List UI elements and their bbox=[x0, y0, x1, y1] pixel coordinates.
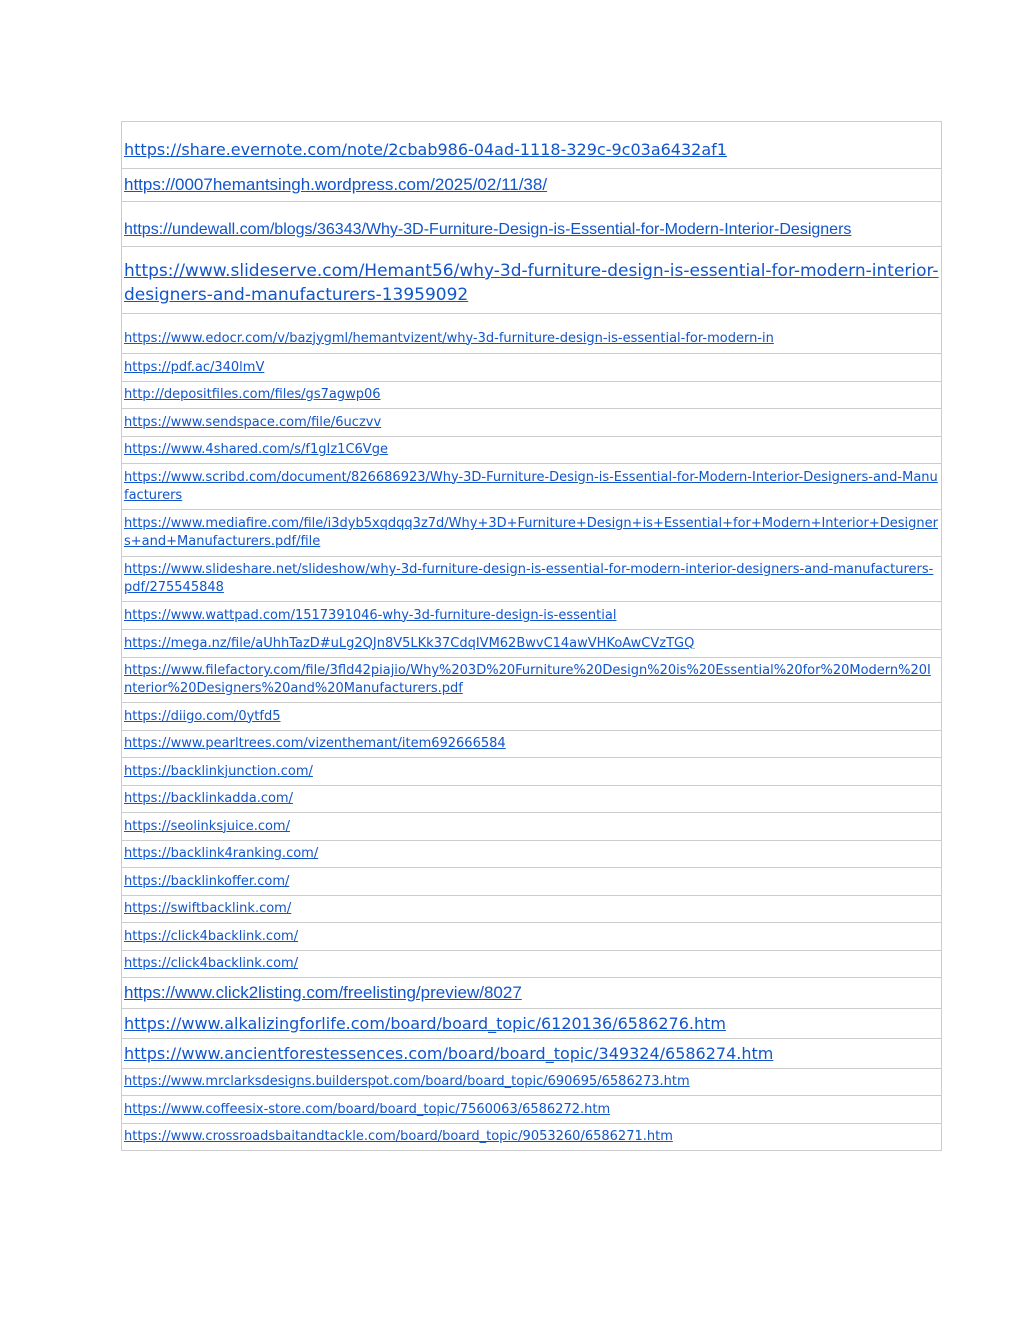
url-link[interactable]: https://www.click2listing.com/freelisting/preview/8027 bbox=[124, 983, 522, 1002]
link-cell bbox=[122, 437, 942, 464]
url-link[interactable]: https://click4backlink.com/ bbox=[124, 928, 299, 944]
link-row bbox=[122, 731, 942, 758]
link-row bbox=[122, 409, 942, 437]
link-cell bbox=[122, 703, 942, 731]
url-link[interactable]: https://www.mrclarksdesigns.builderspot.com/board/board_topic/690695/6586273.htm bbox=[124, 1074, 690, 1089]
link-cell bbox=[122, 1009, 942, 1039]
url-link[interactable]: https://diigo.com/0ytfd5 bbox=[124, 708, 281, 724]
link-row bbox=[122, 122, 942, 169]
link-cell bbox=[122, 758, 942, 786]
url-link[interactable]: https://www.wattpad.com/1517391046-why-3d-furniture-design-is-essential bbox=[124, 607, 617, 623]
link-cell bbox=[122, 247, 942, 314]
url-link[interactable]: https://www.coffeesix-store.com/board/board_topic/7560063/6586272.htm bbox=[124, 1101, 611, 1117]
link-cell bbox=[122, 464, 942, 510]
link-row bbox=[122, 703, 942, 731]
link-row bbox=[122, 247, 942, 314]
url-link[interactable]: https://www.slideshare.net/slideshow/why-3d-furniture-design-is-essential-for-modern-interior-designers-and-manufacturers-pdf/275545848 bbox=[124, 562, 934, 595]
link-cell bbox=[122, 786, 942, 813]
url-link[interactable]: https://backlinkoffer.com/ bbox=[124, 873, 290, 889]
url-link[interactable]: https://backlinkjunction.com/ bbox=[124, 763, 313, 779]
link-cell bbox=[122, 951, 942, 978]
link-cell bbox=[122, 868, 942, 896]
url-link[interactable]: https://backlink4ranking.com/ bbox=[124, 846, 319, 861]
url-link[interactable]: https://seolinksjuice.com/ bbox=[124, 818, 290, 834]
link-row bbox=[122, 169, 942, 202]
link-cell bbox=[122, 1039, 942, 1069]
url-link[interactable]: https://swiftbacklink.com/ bbox=[124, 901, 292, 916]
url-link[interactable]: http://depositfiles.com/files/gs7agwp06 bbox=[124, 387, 381, 402]
link-row bbox=[122, 1069, 942, 1096]
link-row bbox=[122, 841, 942, 868]
link-row bbox=[122, 658, 942, 703]
link-row bbox=[122, 437, 942, 464]
link-row bbox=[122, 464, 942, 510]
url-link[interactable]: https://0007hemantsingh.wordpress.com/2025/02/11/38/ bbox=[124, 175, 548, 194]
link-table bbox=[121, 121, 942, 1151]
link-row bbox=[122, 314, 942, 354]
link-cell bbox=[122, 630, 942, 658]
link-cell bbox=[122, 382, 942, 409]
url-link[interactable]: https://share.evernote.com/note/2cbab986-04ad-1118-329c-9c03a6432af1 bbox=[124, 140, 727, 159]
link-cell bbox=[122, 409, 942, 437]
link-cell bbox=[122, 841, 942, 868]
link-cell bbox=[122, 1124, 942, 1151]
url-link[interactable]: https://mega.nz/file/aUhhTazD#uLg2QJn8V5LKk37CdqIVM62BwvC14awVHKoAwCVzTGQ bbox=[124, 635, 695, 651]
link-row bbox=[122, 1096, 942, 1124]
link-cell bbox=[122, 314, 942, 354]
link-row bbox=[122, 202, 942, 247]
link-cell bbox=[122, 202, 942, 247]
url-link[interactable]: https://www.crossroadsbaitandtackle.com/board/board_topic/9053260/6586271.htm bbox=[124, 1129, 673, 1144]
link-cell bbox=[122, 510, 942, 557]
url-link[interactable]: https://backlinkadda.com/ bbox=[124, 791, 293, 806]
url-link[interactable]: https://www.filefactory.com/file/3fld42piajio/Why%203D%20Furniture%20Design%20is%20Essential%20for%20Modern%20Interior%20Designers%20and%20Manufacturers.pdf bbox=[124, 663, 931, 696]
url-link[interactable]: https://www.ancientforestessences.com/board/board_topic/349324/6586274.htm bbox=[124, 1043, 774, 1063]
url-link[interactable]: https://www.slideserve.com/Hemant56/why-3d-furniture-design-is-essential-for-modern-interior-designers-and-manufacturers-13959092 bbox=[124, 261, 939, 305]
url-link[interactable]: https://click4backlink.com/ bbox=[124, 956, 299, 971]
url-link[interactable]: https://www.sendspace.com/file/6uczvv bbox=[124, 414, 382, 430]
link-row bbox=[122, 868, 942, 896]
link-row bbox=[122, 630, 942, 658]
link-row bbox=[122, 1039, 942, 1069]
url-link[interactable]: https://www.pearltrees.com/vizenthemant/item692666584 bbox=[124, 736, 506, 751]
link-cell bbox=[122, 1096, 942, 1124]
url-link[interactable]: https://www.mediafire.com/file/i3dyb5xqdqq3z7d/Why+3D+Furniture+Design+is+Essential+for+Modern+Interior+Designers+and+Manufacturers.pdf/file bbox=[124, 516, 938, 549]
link-row bbox=[122, 758, 942, 786]
link-row bbox=[122, 1124, 942, 1151]
link-row bbox=[122, 1009, 942, 1039]
link-row bbox=[122, 382, 942, 409]
link-row bbox=[122, 786, 942, 813]
url-link[interactable]: https://www.edocr.com/v/bazjygml/hemantvizent/why-3d-furniture-design-is-essential-for-modern-in bbox=[124, 330, 774, 346]
link-cell bbox=[122, 354, 942, 382]
link-cell bbox=[122, 122, 942, 169]
url-link[interactable]: https://www.4shared.com/s/f1gIz1C6Vge bbox=[124, 442, 388, 457]
link-row bbox=[122, 978, 942, 1009]
url-link[interactable]: https://www.alkalizingforlife.com/board/board_topic/6120136/6586276.htm bbox=[124, 1013, 726, 1033]
link-row bbox=[122, 896, 942, 923]
link-row bbox=[122, 557, 942, 602]
link-cell bbox=[122, 557, 942, 602]
link-cell bbox=[122, 978, 942, 1009]
url-link[interactable]: https://undewall.com/blogs/36343/Why-3D-Furniture-Design-is-Essential-for-Modern-Interior-Designers bbox=[124, 221, 852, 238]
link-row bbox=[122, 951, 942, 978]
link-row bbox=[122, 510, 942, 557]
link-row bbox=[122, 602, 942, 630]
link-row bbox=[122, 354, 942, 382]
link-cell bbox=[122, 169, 942, 202]
link-cell bbox=[122, 602, 942, 630]
link-cell bbox=[122, 658, 942, 703]
url-link[interactable]: https://pdf.ac/340lmV bbox=[124, 359, 265, 375]
link-row bbox=[122, 813, 942, 841]
link-cell bbox=[122, 896, 942, 923]
link-cell bbox=[122, 813, 942, 841]
link-row bbox=[122, 923, 942, 951]
link-cell bbox=[122, 731, 942, 758]
url-link[interactable]: https://www.scribd.com/document/826686923/Why-3D-Furniture-Design-is-Essential-for-Modern-Interior-Designers-and-Manufacturers bbox=[124, 469, 938, 503]
link-cell bbox=[122, 923, 942, 951]
link-rows bbox=[122, 122, 942, 1151]
link-cell bbox=[122, 1069, 942, 1096]
